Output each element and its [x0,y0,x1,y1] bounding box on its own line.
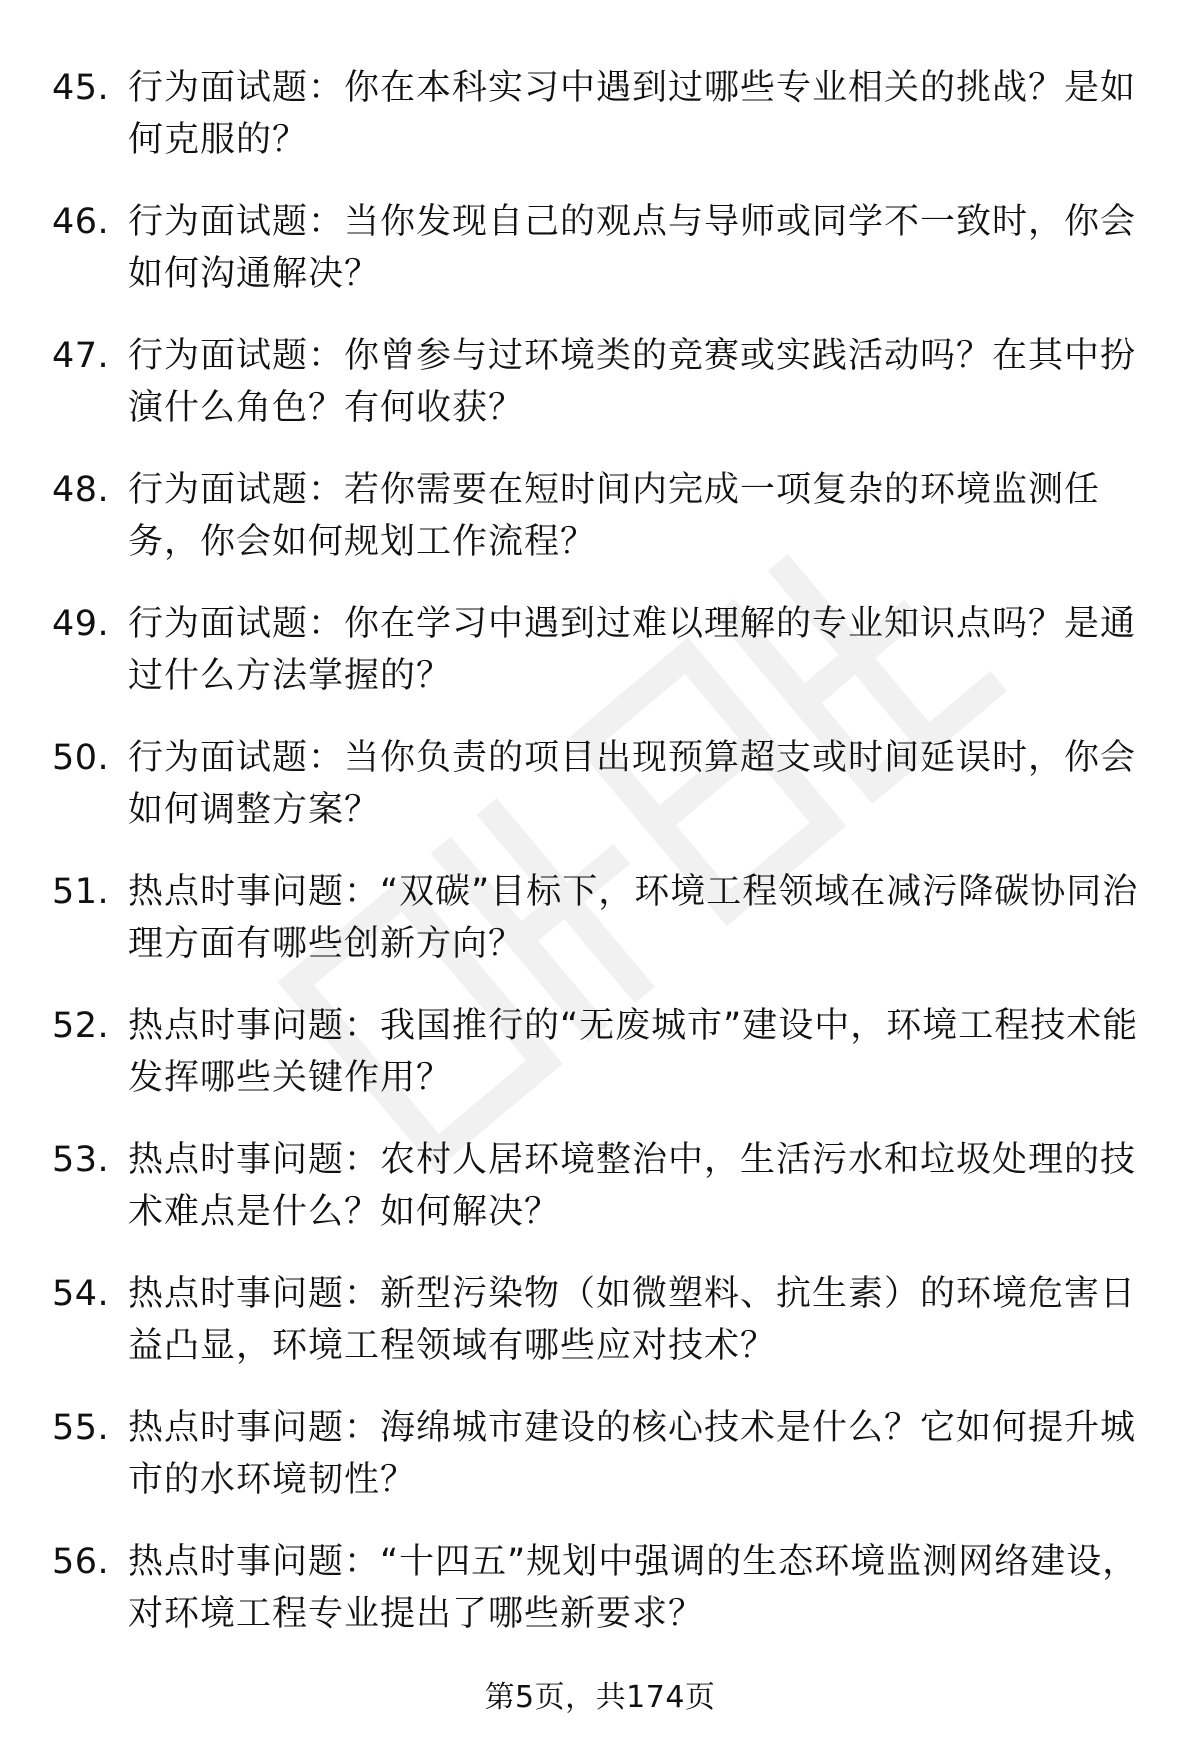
question-number: 46. [52,202,110,242]
question-number: 49. [52,604,110,644]
question-text: 热点时事问题：新型污染物（如微塑料、抗生素）的环境危害日益凸显，环境工程领域有哪些应对技术？ [128,1274,1137,1366]
question-number: 45. [52,68,110,108]
question-text: 行为面试题：当你发现自己的观点与导师或同学不一致时，你会如何沟通解决？ [128,202,1137,294]
list-item [52,196,1142,300]
question-number: 48. [52,470,110,510]
list-item [52,464,1142,568]
question-text: 热点时事问题：海绵城市建设的核心技术是什么？它如何提升城市的水环境韧性？ [128,1408,1137,1500]
list-item [52,1268,1142,1372]
question-list [52,62,1142,1670]
list-item [52,1536,1142,1640]
list-item [52,62,1142,166]
question-number: 53. [52,1140,110,1180]
question-text: 热点时事问题：我国推行的“无废城市”建设中，环境工程技术能发挥哪些关键作用？ [128,1006,1139,1098]
list-item [52,866,1142,970]
list-item [52,1000,1142,1104]
question-text: 行为面试题：若你需要在短时间内完成一项复杂的环境监测任务，你会如何规划工作流程？ [128,470,1101,562]
question-number: 50. [52,738,110,778]
question-number: 56. [52,1542,110,1582]
question-number: 52. [52,1006,110,1046]
question-text: 热点时事问题：“双碳”目标下，环境工程领域在减污降碳协同治理方面有哪些创新方向？ [128,872,1139,964]
question-text: 热点时事问题：“十四五”规划中强调的生态环境监测网络建设，对环境工程专业提出了哪些新要求？ [128,1542,1139,1634]
question-text: 行为面试题：你曾参与过环境类的竞赛或实践活动吗？在其中扮演什么角色？有何收获？ [128,336,1137,428]
list-item [52,330,1142,434]
question-text: 行为面试题：你在学习中遇到过难以理解的专业知识点吗？是通过什么方法掌握的？ [128,604,1137,696]
list-item [52,732,1142,836]
question-number: 54. [52,1274,110,1314]
question-number: 51. [52,872,110,912]
question-text: 行为面试题：当你负责的项目出现预算超支或时间延误时，你会如何调整方案？ [128,738,1137,830]
question-text: 行为面试题：你在本科实习中遇到过哪些专业相关的挑战？是如何克服的？ [128,68,1137,160]
question-number: 47. [52,336,110,376]
question-number: 55. [52,1408,110,1448]
page-number-footer: 第5页，共174页 [484,1680,716,1715]
list-item [52,1134,1142,1238]
list-item [52,598,1142,702]
question-text: 热点时事问题：农村人居环境整治中，生活污水和垃圾处理的技术难点是什么？如何解决？ [128,1140,1137,1232]
list-item [52,1402,1142,1506]
